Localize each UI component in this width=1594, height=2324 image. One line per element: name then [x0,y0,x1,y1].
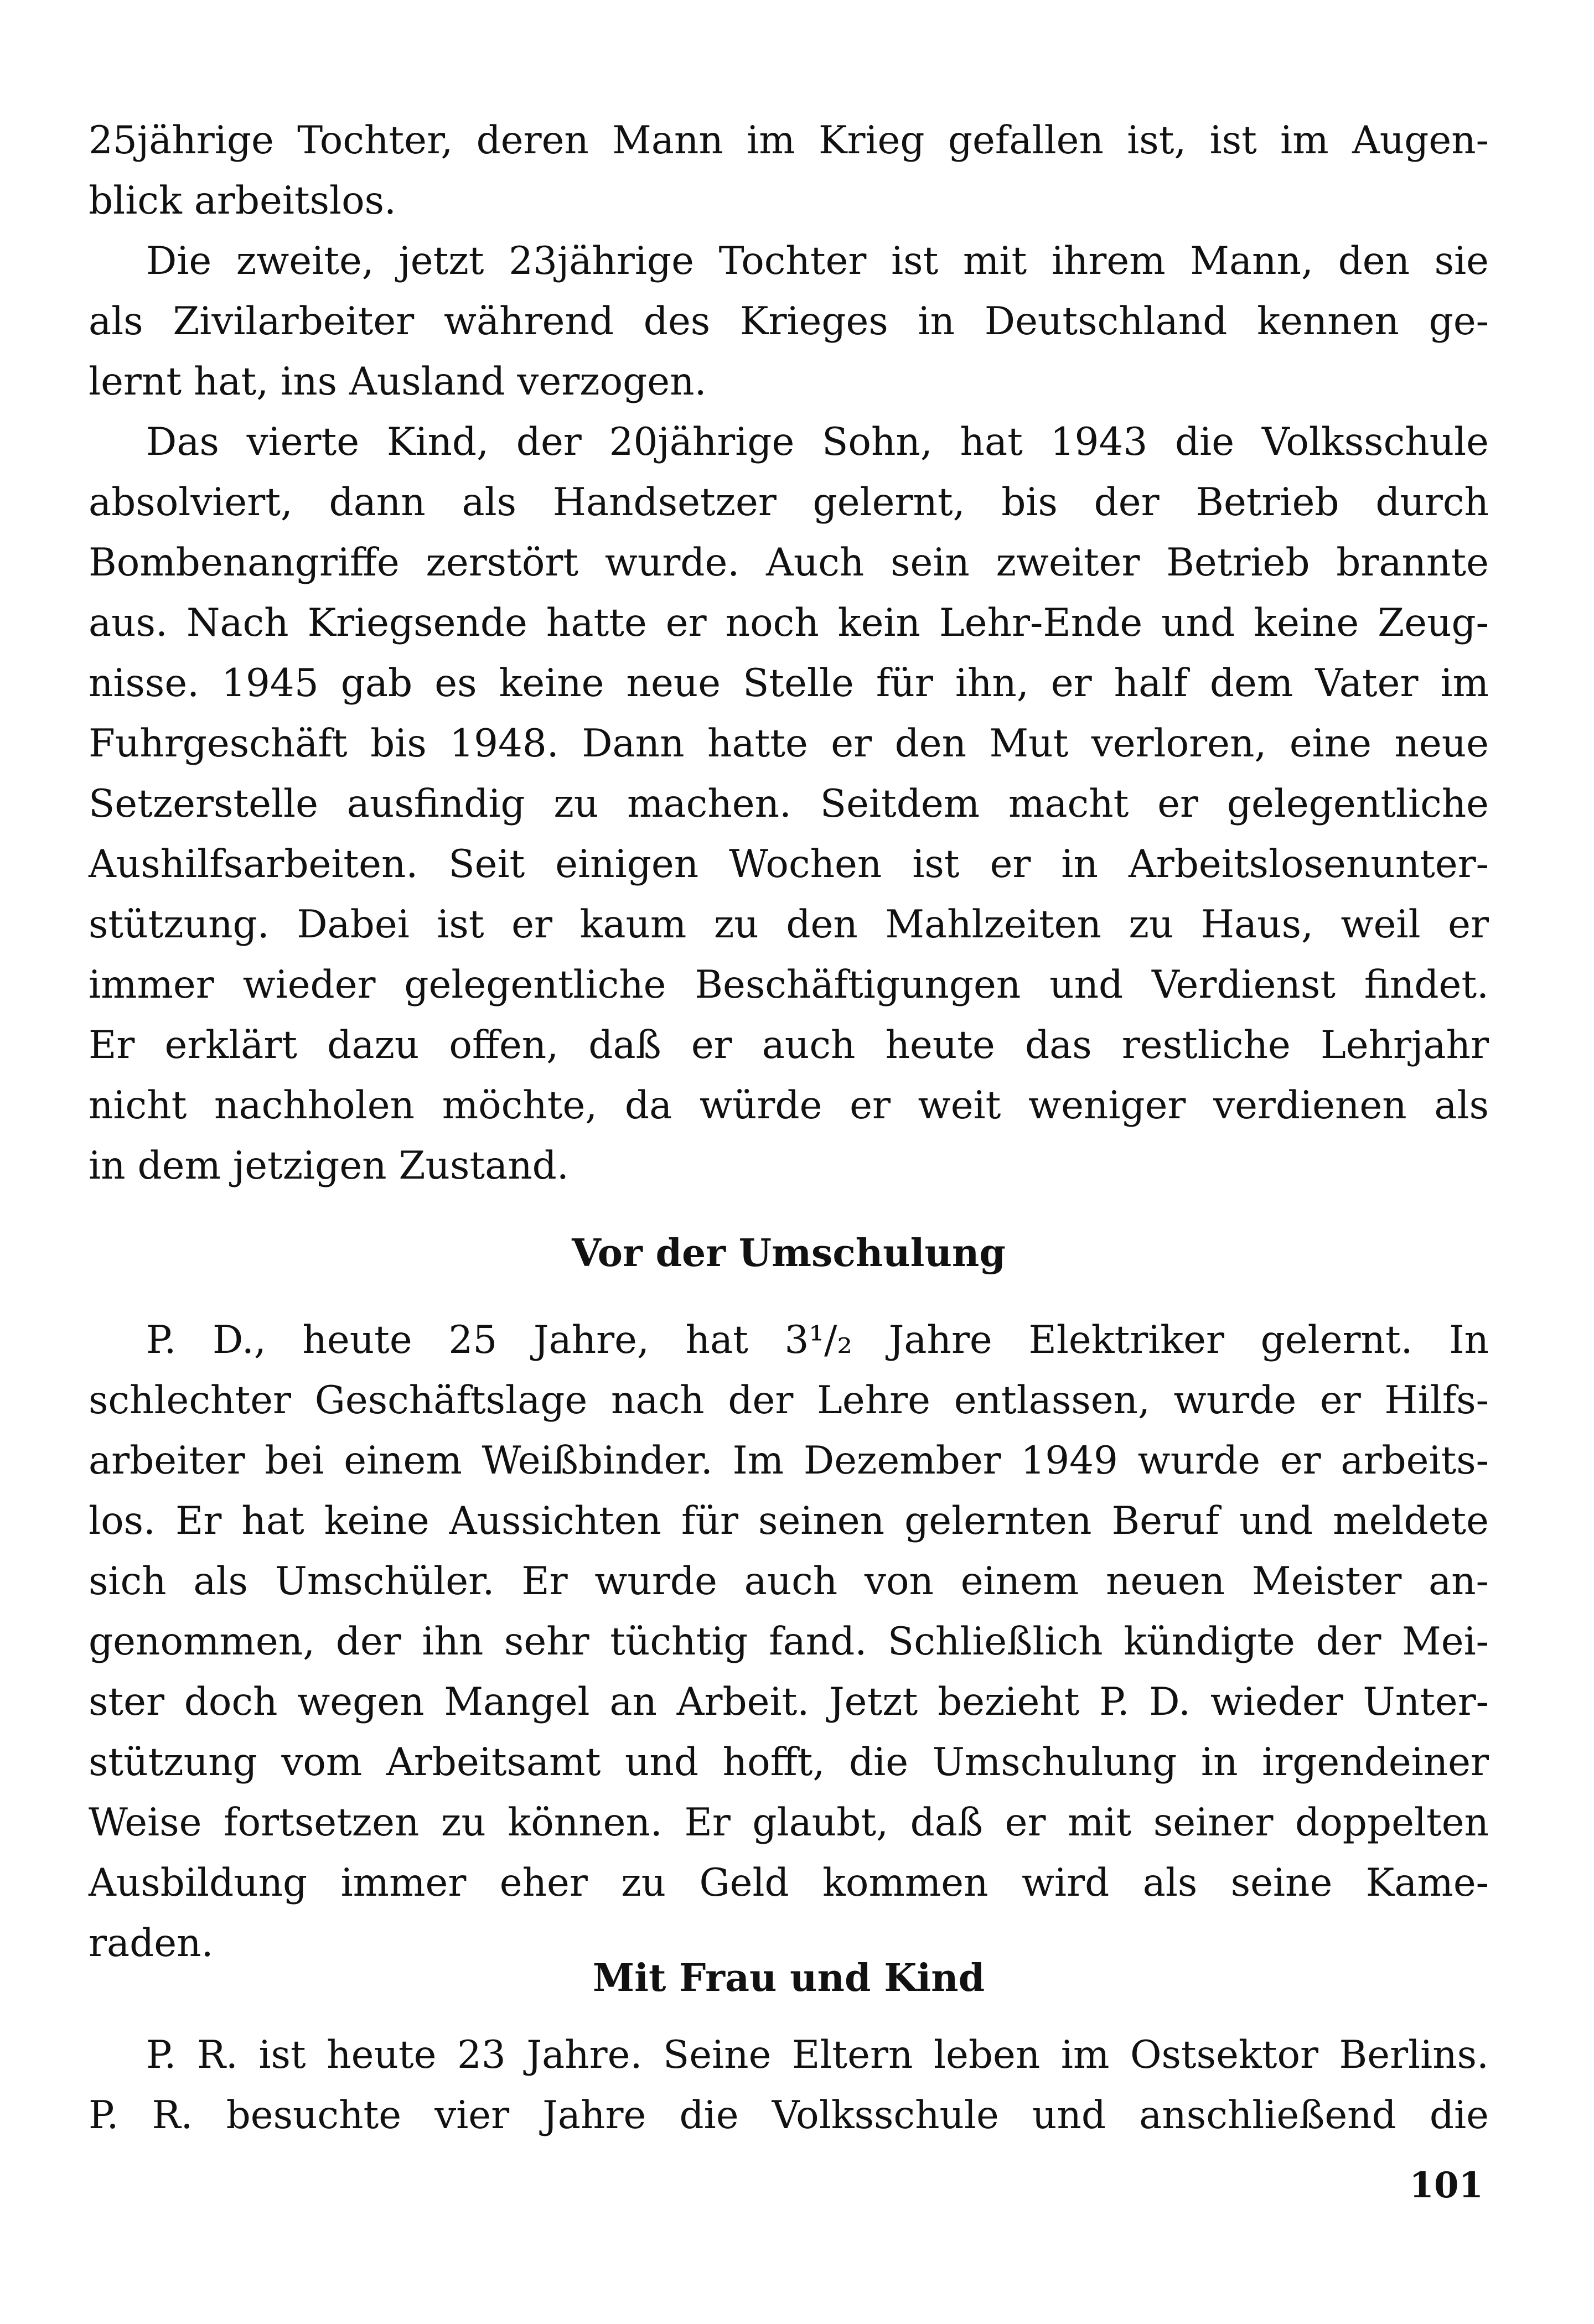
text-line: Fuhrgeschäft bis 1948. Dann hatte er den Mut verloren, eine neue [89,722,1489,766]
text-line: blick arbeitslos. [89,179,396,223]
text-line: stützung. Dabei ist er kaum zu den Mahlzeiten zu Haus, weil er [89,902,1489,947]
body-text-top [89,111,1489,1196]
text-line: als Zivilarbeiter während des Krieges in Deutschland kennen ge- [89,299,1489,344]
text-line: stützung vom Arbeitsamt und hofft, die Umschulung in irgendeiner [89,1740,1489,1784]
text-line: Weise fortsetzen zu können. Er glaubt, daß er mit seiner doppelten [89,1801,1489,1845]
text-line: Er erklärt dazu offen, daß er auch heute das restliche Lehrjahr [89,1023,1489,1067]
text-line: P. D., heute 25 Jahre, hat 3¹/₂ Jahre Elektriker gelernt. In [146,1318,1489,1362]
text-line: los. Er hat keine Aussichten für seinen gelernten Beruf und meldete [89,1499,1489,1543]
text-line: lernt hat, ins Ausland verzogen. [89,360,707,404]
text-line: P. R. besuchte vier Jahre die Volksschule und anschließend die [89,2093,1489,2138]
text-line: schlechter Geschäftslage nach der Lehre entlassen, wurde er Hilfs- [89,1378,1489,1423]
section-heading-umschulung: Vor der Umschulung [572,1231,1006,1275]
text-line: immer wieder gelegentliche Beschäftigungen und Verdienst findet. [89,963,1489,1007]
text-line: arbeiter bei einem Weißbinder. Im Dezember 1949 wurde er arbeits- [89,1439,1489,1483]
text-line: Aushilfsarbeiten. Seit einigen Wochen ist er in Arbeitslosenunter- [89,842,1489,886]
text-line: 25jährige Tochter, deren Mann im Krieg gefallen ist, ist im Augen- [89,118,1489,163]
text-line: nisse. 1945 gab es keine neue Stelle für ihn, er half dem Vater im [89,661,1489,706]
text-line: in dem jetzigen Zustand. [89,1144,569,1188]
text-line: P. R. ist heute 23 Jahre. Seine Eltern leben im Ostsektor Berlins. [146,2033,1489,2077]
text-line: aus. Nach Kriegsende hatte er noch kein Lehr-Ende und keine Zeug- [89,601,1489,645]
text-line: Die zweite, jetzt 23jährige Tochter ist mit ihrem Mann, den sie [146,239,1489,283]
text-line: sich als Umschüler. Er wurde auch von einem neuen Meister an- [89,1559,1489,1604]
page-number: 101 [1409,2165,1483,2206]
body-text-frau-kind [89,2025,1489,2146]
text-line: nicht nachholen möchte, da würde er weit weniger verdienen als [89,1083,1489,1128]
text-line: genommen, der ihn sehr tüchtig fand. Schließlich kündigte der Mei- [89,1620,1489,1664]
text-line: ster doch wegen Mangel an Arbeit. Jetzt bezieht P. D. wieder Unter- [89,1680,1489,1724]
text-line: Bombenangriffe zerstört wurde. Auch sein zweiter Betrieb brannte [89,541,1489,585]
text-line: raden. [89,1921,214,1965]
text-line: Setzerstelle ausfindig zu machen. Seitdem macht er gelegentliche [89,782,1489,826]
text-line: absolviert, dann als Handsetzer gelernt, bis der Betrieb durch [89,480,1489,525]
text-line: Das vierte Kind, der 20jährige Sohn, hat 1943 die Volksschule [146,420,1489,464]
body-text-umschulung [89,1310,1489,1974]
text-line: Ausbildung immer eher zu Geld kommen wird als seine Kame- [89,1861,1489,1905]
section-heading-frau-kind: Mit Frau und Kind [592,1956,985,2000]
